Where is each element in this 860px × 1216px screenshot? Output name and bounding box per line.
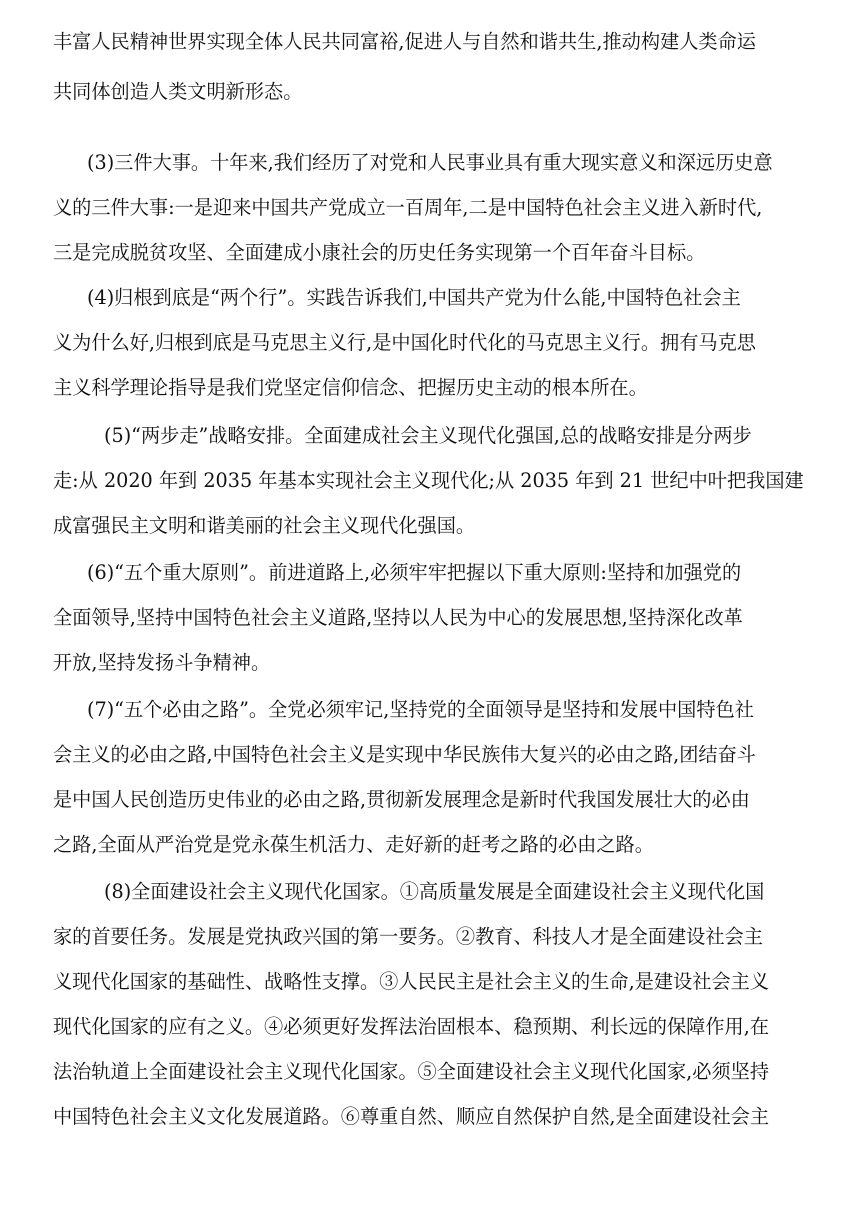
text-line: (8)全面建设社会主义现代化国家。①高质量发展是全面建设社会主义现代化国 <box>104 880 765 903</box>
text-line: 中国特色社会主义文化发展道路。⑥尊重自然、顺应自然保护自然,是全面建设社会主 <box>53 1105 770 1128</box>
text-line: (3)三件大事。十年来,我们经历了对党和人民事业具有重大现实意义和深远历史意 <box>87 151 773 174</box>
text-line: 家的首要任务。发展是党执政兴国的第一要务。②教育、科技人才是全面建设社会主 <box>53 925 763 948</box>
text-line: 是中国人民创造历史伟业的必由之路,贯彻新发展理念是新时代我国发展壮大的必由 <box>53 788 750 811</box>
text-line: 三是完成脱贫攻坚、全面建成小康社会的历史任务实现第一个百年奋斗目标。 <box>53 241 706 264</box>
text-line: 会主义的必由之路,中国特色社会主义是实现中华民族伟大复兴的必由之路,团结奋斗 <box>53 743 756 766</box>
text-line: (4)归根到底是“两个行”。实践告诉我们,中国共产党为什么能,中国特色社会主 <box>87 286 741 309</box>
text-line: 义为什么好,归根到底是马克思主义行,是中国化时代化的马克思主义行。拥有马克思 <box>53 331 756 354</box>
text-line: 全面领导,坚持中国特色社会主义道路,坚持以人民为中心的发展思想,坚持深化改革 <box>53 606 743 629</box>
text-line: 义的三件大事:一是迎来中国共产党成立一百周年,二是中国特色社会主义进入新时代, <box>53 196 763 219</box>
text-line: 共同体创造人类文明新形态。 <box>53 80 303 103</box>
text-line: 现代化国家的应有之义。④必须更好发挥法治固根本、稳预期、利长远的保障作用,在 <box>53 1015 770 1038</box>
text-line: (5)“两步走”战略安排。全面建成社会主义现代化强国,总的战略安排是分两步 <box>104 424 752 447</box>
text-line: (6)“五个重大原则”。前进道路上,必须牢牢把握以下重大原则:坚持和加强党的 <box>87 561 742 584</box>
text-line: 主义科学理论指导是我们党坚定信仰信念、把握历史主动的根本所在。 <box>53 376 648 399</box>
text-line: 走:从 2020 年到 2035 年基本实现社会主义现代化;从 2035 年到 21 世纪中叶把我国建 <box>53 469 804 492</box>
text-line: 义现代化国家的基础性、战略性支撑。③人民民主是社会主义的生命,是建设社会主义 <box>53 970 770 993</box>
text-line: 开放,坚持发扬斗争精神。 <box>53 651 271 674</box>
text-line: 法治轨道上全面建设社会主义现代化国家。⑤全面建设社会主义现代化国家,必须坚持 <box>53 1060 770 1083</box>
text-line: (7)“五个必由之路”。全党必须牢记,坚持党的全面领导是坚持和发展中国特色社 <box>87 698 754 721</box>
text-line: 丰富人民精神世界实现全体人民共同富裕,促进人与自然和谐共生,推动构建人类命运 <box>53 30 756 53</box>
text-line: 成富强民主文明和谐美丽的社会主义现代化强国。 <box>53 514 476 537</box>
text-line: 之路,全面从严治党是党永葆生机活力、走好新的赶考之路的必由之路。 <box>53 833 654 856</box>
